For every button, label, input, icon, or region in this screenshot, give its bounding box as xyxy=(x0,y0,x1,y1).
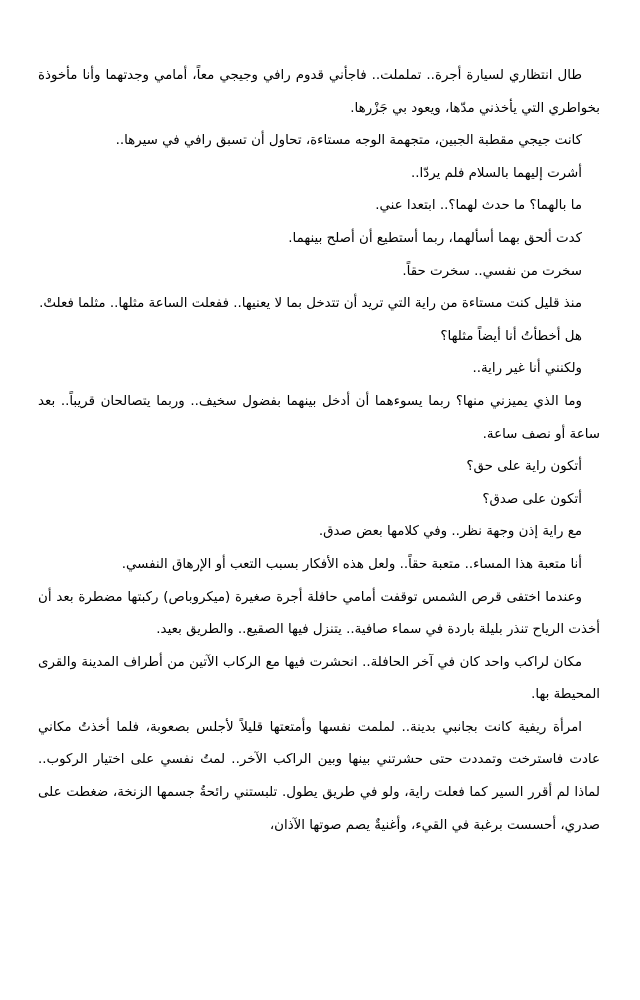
paragraph: مع راية إذن وجهة نظر.. وفي كلامها بعض صدق. xyxy=(318,524,582,540)
paragraph: أتكون على صدق؟ xyxy=(482,491,582,507)
paragraph: ولكنني أنا غير راية.. xyxy=(472,361,582,377)
paragraph: وما الذي يميزني منها؟ ربما يسوءهما أن أدخل بينهما بفضول سخيف.. وربما يتصالحان قريباً.. بعد ساعة أو نصف ساعة. xyxy=(38,393,600,442)
paragraph: هل أخطأتُ أنا أيضاً مثلها؟ xyxy=(440,328,582,344)
paragraph: منذ قليل كنت مستاءة من راية التي تريد أن تتدخل بما لا يعنيها.. ففعلت الساعة مثلها.. مثلما فعلتْ. xyxy=(39,296,582,312)
paragraph: امرأة ريفية كانت بجانبي بدينة.. لملمت نفسها وأمتعتها قليلاً لأجلس بصعوبة، فلما أخذتُ مكاني عادت فاسترخت وتمددت حتى حشرتني بينها وبين الراكب الآخر.. لمتُ نفسي على اختيار الركوب.. لماذا لم أقرر السير كما فعلت راية، ولو في طريق يطول. تلبستني رائحةُ جسمها الزنخة، ضغطت على صدري، أحسست برغبة في القيء، وأغنيةٌ يصم صوتها الآذان، xyxy=(38,719,600,833)
paragraph: كانت جيجي مقطبة الجبين، متجهمة الوجه مستاءة، تحاول أن تسبق رافي في سيرها.. xyxy=(115,133,582,149)
paragraph: ما بالهما؟ ما حدث لهما؟.. ابتعدا عني. xyxy=(375,198,582,214)
paragraph: سخرت من نفسي.. سخرت حقاً. xyxy=(402,263,582,279)
paragraph: أشرت إليهما بالسلام فلم يردّا.. xyxy=(411,165,582,181)
paragraph: أنا متعبة هذا المساء.. متعبة حقاً.. ولعل هذه الأفكار بسبب التعب أو الإرهاق النفسي. xyxy=(121,556,582,572)
paragraph: طال انتظاري لسيارة أجرة.. تململت.. فاجأني قدوم رافي وجيجي معاً، أمامي وجدتهما وأنا مأخوذة بخواطري التي يأخذني مدّها، ويعود بي جَزْرها. xyxy=(38,68,600,116)
paragraph: كدت ألحق بهما أسألهما، ربما أستطيع أن أصلح بينهما. xyxy=(288,230,582,246)
document-page xyxy=(38,60,600,842)
paragraph: وعندما اختفى قرص الشمس توقفت أمامي حافلة أجرة صغيرة (ميكروباص) ركبتها مضطرة بعد أن أخذت الرياح تنذر بليلة باردة في سماء صافية.. يتنزل فيها الصقيع.. والطريق بعيد. xyxy=(38,589,600,638)
paragraph: مكان لراكب واحد كان في آخر الحافلة.. انحشرت فيها مع الركاب الآتين من أطراف المدينة والقرى المحيطة بها. xyxy=(38,654,600,703)
paragraph: أتكون راية على حق؟ xyxy=(466,459,582,475)
